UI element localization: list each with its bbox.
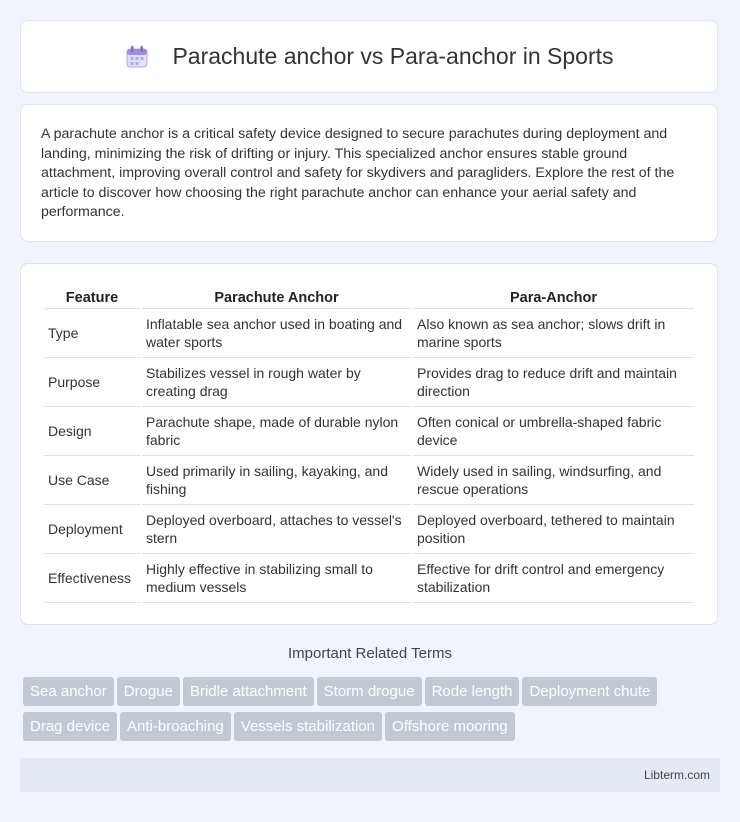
tag-vessels-stabilization[interactable]: Vessels stabilization xyxy=(234,712,382,741)
feature-cell: Use Case xyxy=(44,456,140,505)
related-terms-tags xyxy=(23,677,723,747)
table-row xyxy=(44,456,694,505)
feature-cell: Type xyxy=(44,309,140,358)
para-anchor-cell: Effective for drift control and emergency stabilization xyxy=(413,554,694,603)
feature-cell: Deployment xyxy=(44,505,140,554)
comparison-table-card xyxy=(20,263,718,625)
para-anchor-cell: Widely used in sailing, windsurfing, and rescue operations xyxy=(413,456,694,505)
page-title: Parachute anchor vs Para-anchor in Sports xyxy=(172,43,614,69)
tag-offshore-mooring[interactable]: Offshore mooring xyxy=(385,712,515,741)
parachute-anchor-cell: Used primarily in sailing, kayaking, and fishing xyxy=(142,456,411,505)
feature-cell: Design xyxy=(44,407,140,456)
intro-paragraph: A parachute anchor is a critical safety device designed to secure parachutes during deployment and landing, minimizing the risk of drifting or injury. This specialized anchor ensures stable ground attachment, improving overall control and safety for skydivers and paragliders. Explore the rest of the article to discover how choosing the right parachute anchor can enhance your aerial safety and performance. xyxy=(41,126,675,220)
parachute-anchor-cell: Highly effective in stabilizing small to medium vessels xyxy=(142,554,411,603)
intro-card xyxy=(20,104,718,242)
table-header-row xyxy=(44,286,694,309)
calendar-icon xyxy=(124,44,150,70)
tag-storm-drogue[interactable]: Storm drogue xyxy=(317,677,422,706)
parachute-anchor-cell: Parachute shape, made of durable nylon fabric xyxy=(142,407,411,456)
tag-drogue[interactable]: Drogue xyxy=(117,677,180,706)
tag-anti-broaching[interactable]: Anti-broaching xyxy=(120,712,231,741)
parachute-anchor-cell: Deployed overboard, attaches to vessel's stern xyxy=(142,505,411,554)
tag-bridle-attachment[interactable]: Bridle attachment xyxy=(183,677,314,706)
footer-site-link[interactable]: Libterm.com xyxy=(643,768,710,782)
tag-deployment-chute[interactable]: Deployment chute xyxy=(522,677,657,706)
para-anchor-cell: Also known as sea anchor; slows drift in marine sports xyxy=(413,309,694,358)
feature-cell: Effectiveness xyxy=(44,554,140,603)
comparison-table xyxy=(42,286,696,603)
parachute-anchor-cell: Stabilizes vessel in rough water by creating drag xyxy=(142,358,411,407)
para-anchor-cell: Often conical or umbrella-shaped fabric device xyxy=(413,407,694,456)
para-anchor-cell: Provides drag to reduce drift and maintain direction xyxy=(413,358,694,407)
table-row xyxy=(44,505,694,554)
related-terms-heading: Important Related Terms xyxy=(288,645,452,662)
column-header-feature: Feature xyxy=(44,286,140,309)
table-row xyxy=(44,407,694,456)
table-row xyxy=(44,309,694,358)
tag-sea-anchor[interactable]: Sea anchor xyxy=(23,677,114,706)
feature-cell: Purpose xyxy=(44,358,140,407)
tag-drag-device[interactable]: Drag device xyxy=(23,712,117,741)
para-anchor-cell: Deployed overboard, tethered to maintain position xyxy=(413,505,694,554)
column-header-parachute-anchor: Parachute Anchor xyxy=(142,286,411,309)
parachute-anchor-cell: Inflatable sea anchor used in boating and water sports xyxy=(142,309,411,358)
column-header-para-anchor: Para-Anchor xyxy=(413,286,694,309)
table-row xyxy=(44,358,694,407)
title-card xyxy=(20,20,718,93)
tag-rode-length[interactable]: Rode length xyxy=(425,677,520,706)
footer xyxy=(20,758,720,792)
table-row xyxy=(44,554,694,603)
